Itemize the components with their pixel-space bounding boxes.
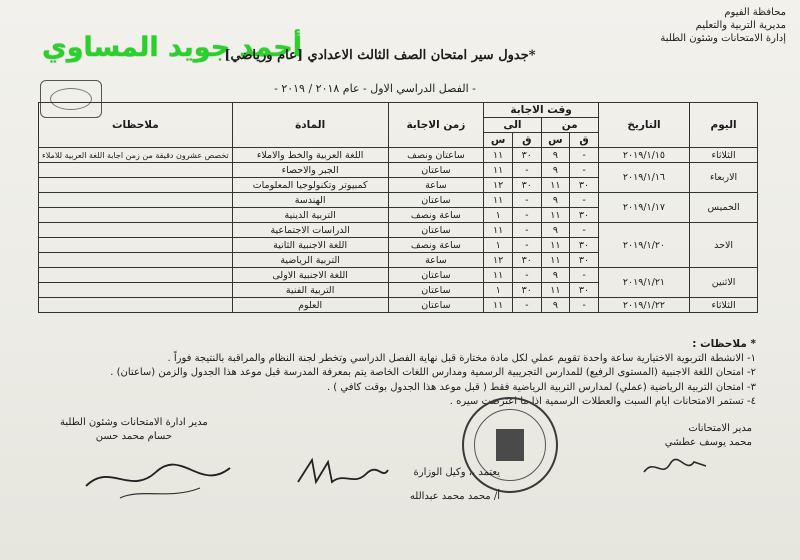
cell-to-q: ٣٠ — [513, 283, 542, 298]
cell-from-s: ٩ — [541, 268, 570, 283]
cell-duration: ساعتان — [388, 283, 484, 298]
ministry-line-1: محافظة الفيوم — [724, 7, 786, 18]
cell-note — [39, 268, 233, 283]
signature-middle-name: أ/ محمد محمد عبدالله — [409, 491, 500, 502]
cell-duration: ساعتان — [388, 268, 484, 283]
cell-day: الاربعاء — [690, 163, 758, 193]
notes-section — [56, 337, 756, 410]
signature-right-title: مدير الامتحانات — [688, 423, 752, 434]
cell-subject: التربية الرياضية — [232, 253, 388, 268]
cell-note — [39, 193, 233, 208]
cell-duration: ساعة — [388, 253, 484, 268]
cell-subject: الدراسات الاجتماعية — [232, 223, 388, 238]
cell-from-s: ٩ — [541, 193, 570, 208]
table-row — [39, 268, 758, 283]
header-subject: المادة — [232, 103, 388, 148]
cell-to-q: ٣٠ — [513, 178, 542, 193]
ministry-line-2: مديرية التربية والتعليم — [695, 20, 786, 31]
cell-date: ٢٠١٩/١/١٦ — [598, 163, 689, 193]
note-item-1: ١- الانشطة التربوية الاختيارية ساعة واحدة تقويم عملي لكل مادة مختارة قبل نهاية الفصل الدراسي وتخطر لجنة النظام والمراقبة بالنتيجة فوراً . — [167, 352, 756, 364]
cell-subject: اللغة الاجنبية الاولى — [232, 268, 388, 283]
cell-date: ٢٠١٩/١/٢٢ — [598, 298, 689, 313]
cell-to-s: ١١ — [484, 268, 513, 283]
cell-from-s: ١١ — [541, 238, 570, 253]
table-row — [39, 298, 758, 313]
cell-from-s: ٩ — [541, 223, 570, 238]
signature-middle-title: يعتمد ،، وكيل الوزارة — [413, 467, 500, 478]
table-row — [39, 223, 758, 238]
signature-left-title: مدير ادارة الامتحانات وشئون الطلبة — [60, 417, 208, 428]
cell-day: الثلاثاء — [690, 148, 758, 163]
cell-date: ٢٠١٩/١/٢٠ — [598, 223, 689, 268]
document-title: *جدول سير امتحان الصف الثالث الاعدادي [عام ورياضي] — [224, 48, 536, 63]
cell-to-s: ١١ — [484, 223, 513, 238]
header-from-q: ق — [570, 133, 599, 148]
cell-from-s: ٩ — [541, 148, 570, 163]
cell-to-s: ١ — [484, 208, 513, 223]
cell-note — [39, 298, 233, 313]
table-row — [39, 148, 758, 163]
signature-left-name: حسام محمد حسن — [95, 431, 173, 442]
signature-right — [665, 422, 752, 450]
cell-duration: ساعتان — [388, 193, 484, 208]
signature-scribble-right — [640, 452, 710, 480]
cell-to-s: ١٢ — [484, 178, 513, 193]
cell-from-q: ٣٠ — [570, 283, 599, 298]
table-row — [39, 163, 758, 178]
header-day: اليوم — [690, 103, 758, 148]
cell-duration: ساعتان — [388, 163, 484, 178]
header-from: من — [541, 118, 598, 133]
cell-to-s: ١ — [484, 283, 513, 298]
cell-from-q: - — [570, 298, 599, 313]
header-to: الى — [484, 118, 541, 133]
cell-to-q: - — [513, 268, 542, 283]
header-to-q: ق — [513, 133, 542, 148]
cell-from-s: ١١ — [541, 178, 570, 193]
cell-to-q: ٣٠ — [513, 148, 542, 163]
eagle-emblem-icon — [496, 429, 524, 461]
cell-duration: ساعة ونصف — [388, 208, 484, 223]
cell-to-s: ١ — [484, 238, 513, 253]
cell-to-q: - — [513, 298, 542, 313]
cell-to-q: - — [513, 208, 542, 223]
cell-to-q: - — [513, 163, 542, 178]
cell-from-q: - — [570, 148, 599, 163]
notes-heading: * ملاحظات : — [692, 338, 756, 350]
cell-duration: ساعتان ونصف — [388, 148, 484, 163]
cell-from-q: ٣٠ — [570, 178, 599, 193]
cell-to-q: - — [513, 223, 542, 238]
cell-to-q: - — [513, 238, 542, 253]
cell-from-q: - — [570, 223, 599, 238]
signature-scribble-middle — [292, 452, 392, 492]
cell-subject: الهندسة — [232, 193, 388, 208]
cell-duration: ساعتان — [388, 223, 484, 238]
signature-right-name: محمد يوسف عطشي — [664, 437, 752, 448]
cell-duration: ساعة ونصف — [388, 238, 484, 253]
cell-subject: اللغة الاجنبية الثانية — [232, 238, 388, 253]
cell-from-s: ١١ — [541, 283, 570, 298]
cell-note — [39, 178, 233, 193]
cell-from-q: - — [570, 193, 599, 208]
watermark-name: أحمد جويد المساوي — [42, 32, 302, 63]
cell-duration: ساعة — [388, 178, 484, 193]
header-to-s: س — [484, 133, 513, 148]
cell-from-s: ١١ — [541, 253, 570, 268]
cell-note — [39, 253, 233, 268]
cell-from-s: ١١ — [541, 208, 570, 223]
cell-day: الاثنين — [690, 268, 758, 298]
cell-note — [39, 208, 233, 223]
signature-left — [60, 416, 208, 444]
ministry-line-3: إدارة الامتحانات وشئون الطلبة — [660, 33, 786, 44]
cell-subject: التربية الدينية — [232, 208, 388, 223]
cell-from-q: ٣٠ — [570, 238, 599, 253]
cell-date: ٢٠١٩/١/١٥ — [598, 148, 689, 163]
cell-note — [39, 283, 233, 298]
ministry-header — [660, 6, 786, 45]
header-date: التاريخ — [598, 103, 689, 148]
cell-from-s: ٩ — [541, 298, 570, 313]
signature-middle — [410, 466, 500, 504]
cell-from-q: ٣٠ — [570, 208, 599, 223]
cell-subject: كمبيوتر وتكنولوجيا المعلومات — [232, 178, 388, 193]
cell-subject: اللغة العربية والخط والاملاء — [232, 148, 388, 163]
cell-duration: ساعتان — [388, 298, 484, 313]
header-time: وقت الاجابة — [484, 103, 599, 118]
cell-to-s: ١١ — [484, 148, 513, 163]
document-subtitle: - الفصل الدراسي الاول - عام ٢٠١٨ / ٢٠١٩ - — [274, 82, 476, 95]
cell-note — [39, 223, 233, 238]
cell-to-q: ٣٠ — [513, 253, 542, 268]
cell-date: ٢٠١٩/١/١٧ — [598, 193, 689, 223]
cell-from-s: ٩ — [541, 163, 570, 178]
signature-scribble-left — [80, 452, 240, 502]
table-row — [39, 193, 758, 208]
cell-note: تخصص عشرون دقيقة من زمن اجابة اللغة العربية للاملاء — [39, 148, 233, 163]
cell-day: الخميس — [690, 193, 758, 223]
exam-schedule-table — [38, 102, 758, 313]
cell-subject: الجبر والاحصاء — [232, 163, 388, 178]
header-from-s: س — [541, 133, 570, 148]
cell-note — [39, 238, 233, 253]
header-duration: زمن الاجابة — [388, 103, 484, 148]
cell-note — [39, 163, 233, 178]
cell-subject: التربية الفنية — [232, 283, 388, 298]
cell-date: ٢٠١٩/١/٢١ — [598, 268, 689, 298]
cell-day: الاحد — [690, 223, 758, 268]
note-item-3: ٣- امتحان التربية الرياضية (عملي) لمدارس التربية الرياضية فقط ( قبل موعد هذا الجدول بوقت كافي ) . — [326, 381, 756, 393]
header-notes: ملاحظات — [39, 103, 233, 148]
cell-from-q: - — [570, 163, 599, 178]
cell-to-s: ١١ — [484, 193, 513, 208]
cell-from-q: ٣٠ — [570, 253, 599, 268]
cell-subject: العلوم — [232, 298, 388, 313]
cell-from-q: - — [570, 268, 599, 283]
note-item-4: ٤- تستمر الامتحانات ايام السبت والعطلات الرسمية اذا ما اعترضت سيره . — [449, 396, 756, 407]
cell-to-s: ١١ — [484, 298, 513, 313]
cell-to-s: ١١ — [484, 163, 513, 178]
cell-day: الثلاثاء — [690, 298, 758, 313]
cell-to-s: ١٢ — [484, 253, 513, 268]
note-item-2: ٢- امتحان اللغة الاجنبية (المستوى الرفيع) للمدارس التجريبية الرسمية ومدارس اللغات الخاصة يتم بمعرفة المدرسة قبل موعد هذا الجدول والزمن (ساعتان) . — [110, 367, 756, 378]
cell-to-q: - — [513, 193, 542, 208]
